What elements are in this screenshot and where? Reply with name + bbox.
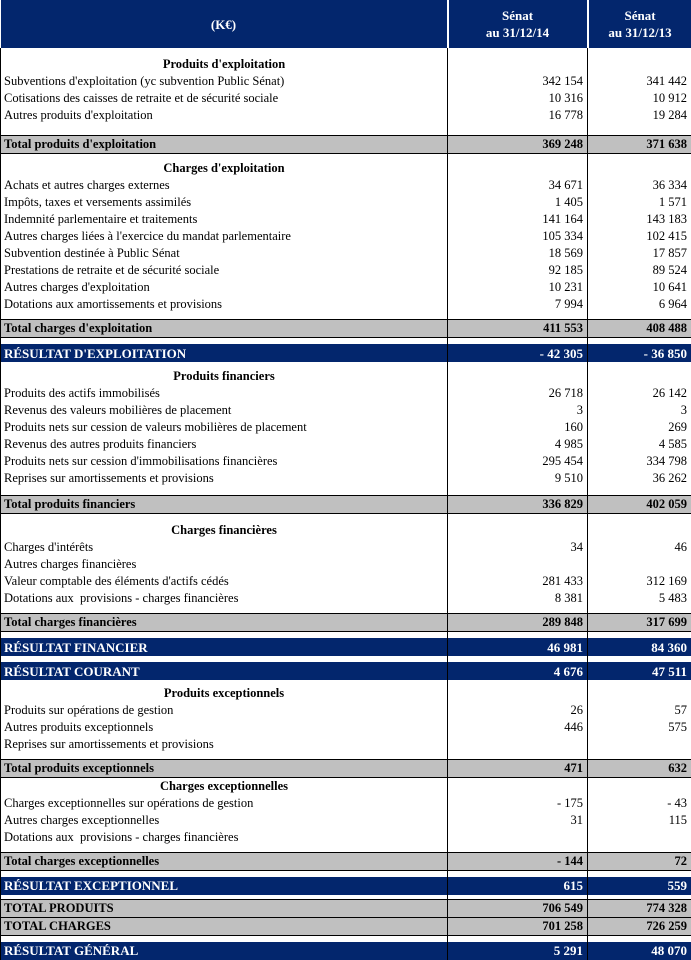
spacer-cell	[588, 124, 691, 135]
value-2013	[588, 777, 691, 795]
header-unit-cell	[1, 0, 448, 48]
row-label: RÉSULTAT GÉNÉRAL	[1, 942, 448, 960]
row-label: Charges exceptionnelles sur opérations de gestion	[1, 795, 448, 812]
result-row	[1, 638, 691, 656]
header-2014-line2: au 31/12/14	[449, 24, 587, 41]
row-label: Autres charges financières	[1, 556, 448, 573]
total-row	[1, 319, 691, 337]
item-row	[1, 177, 691, 194]
value-2013	[588, 685, 691, 702]
header-col-2014	[448, 0, 588, 48]
value-2014: - 144	[448, 853, 588, 871]
total-row	[1, 759, 691, 777]
row-label: Charges financières	[1, 522, 448, 539]
value-2013: 632	[588, 759, 691, 777]
row-label: Reprises sur amortissements et provisions	[1, 736, 448, 753]
value-2013: 57	[588, 702, 691, 719]
item-row	[1, 90, 691, 107]
value-2013: - 36 850	[588, 344, 691, 362]
value-2013: 115	[588, 812, 691, 829]
value-2014: 5 291	[448, 942, 588, 960]
value-2014: 701 258	[448, 918, 588, 936]
value-2014: 295 454	[448, 453, 588, 470]
value-2013	[588, 56, 691, 73]
item-row	[1, 590, 691, 607]
item-row	[1, 385, 691, 402]
value-2014: 16 778	[448, 107, 588, 124]
value-2014: 18 569	[448, 245, 588, 262]
row-label: Produits des actifs immobilisés	[1, 385, 448, 402]
value-2013: 4 585	[588, 436, 691, 453]
value-2014: 34	[448, 539, 588, 556]
row-label: Total produits d'exploitation	[1, 135, 448, 153]
spacer-cell	[448, 631, 588, 638]
section-row	[1, 685, 691, 702]
spacer-cell	[448, 846, 588, 853]
value-2014: 10 231	[448, 279, 588, 296]
value-2013	[588, 368, 691, 385]
spacer-cell	[448, 153, 588, 160]
spacer-row	[1, 337, 691, 344]
spacer-cell	[588, 631, 691, 638]
spacer-row	[1, 631, 691, 638]
value-2014	[448, 685, 588, 702]
total-row	[1, 853, 691, 871]
spacer-cell	[448, 124, 588, 135]
value-2013: 5 483	[588, 590, 691, 607]
value-2014	[448, 736, 588, 753]
spacer-cell	[448, 487, 588, 495]
row-label: Total charges d'exploitation	[1, 319, 448, 337]
value-2013	[588, 556, 691, 573]
value-2013: 47 511	[588, 662, 691, 680]
item-row	[1, 795, 691, 812]
spacer-cell	[1, 153, 448, 160]
value-2014: 105 334	[448, 228, 588, 245]
value-2013: 334 798	[588, 453, 691, 470]
value-2014: 31	[448, 812, 588, 829]
value-2014	[448, 56, 588, 73]
row-label: RÉSULTAT COURANT	[1, 662, 448, 680]
item-row	[1, 419, 691, 436]
item-row	[1, 719, 691, 736]
item-row	[1, 829, 691, 846]
value-2014: 446	[448, 719, 588, 736]
value-2014: 4 985	[448, 436, 588, 453]
spacer-cell	[588, 48, 691, 56]
row-label: Impôts, taxes et versements assimilés	[1, 194, 448, 211]
row-label: Valeur comptable des éléments d'actifs cédés	[1, 573, 448, 590]
item-row	[1, 539, 691, 556]
spacer-cell	[588, 487, 691, 495]
item-row	[1, 702, 691, 719]
value-2014: 8 381	[448, 590, 588, 607]
row-label: TOTAL PRODUITS	[1, 900, 448, 918]
spacer-row	[1, 487, 691, 495]
row-label: Total charges exceptionnelles	[1, 853, 448, 871]
row-label: Dotations aux provisions - charges financières	[1, 590, 448, 607]
spacer-cell	[1, 513, 448, 522]
value-2013: 10 641	[588, 279, 691, 296]
value-2013: 341 442	[588, 73, 691, 90]
value-2013: 3	[588, 402, 691, 419]
row-label: Dotations aux provisions - charges financières	[1, 829, 448, 846]
result-row	[1, 877, 691, 895]
table-header-row	[1, 0, 691, 48]
item-row	[1, 812, 691, 829]
header-2014-line1: Sénat	[449, 7, 587, 24]
value-2014: 10 316	[448, 90, 588, 107]
row-label: Revenus des valeurs mobilières de placement	[1, 402, 448, 419]
value-2014: 1 405	[448, 194, 588, 211]
row-label: Reprises sur amortissements et provisions	[1, 470, 448, 487]
value-2013: 408 488	[588, 319, 691, 337]
spacer-cell	[1, 846, 448, 853]
value-2013: 10 912	[588, 90, 691, 107]
row-label: Cotisations des caisses de retraite et de sécurité sociale	[1, 90, 448, 107]
value-2014: 3	[448, 402, 588, 419]
value-2013: 402 059	[588, 495, 691, 513]
result-row	[1, 942, 691, 960]
value-2014: 336 829	[448, 495, 588, 513]
total-row	[1, 495, 691, 513]
spacer-cell	[448, 513, 588, 522]
value-2013: 17 857	[588, 245, 691, 262]
row-label: Achats et autres charges externes	[1, 177, 448, 194]
value-2013: 559	[588, 877, 691, 895]
spacer-row	[1, 48, 691, 56]
value-2013: 19 284	[588, 107, 691, 124]
value-2013: 575	[588, 719, 691, 736]
row-label: Total produits exceptionnels	[1, 759, 448, 777]
spacer-cell	[588, 846, 691, 853]
value-2014	[448, 829, 588, 846]
value-2013: 102 415	[588, 228, 691, 245]
value-2013: 317 699	[588, 613, 691, 631]
row-label: Produits nets sur cession de valeurs mobilières de placement	[1, 419, 448, 436]
row-label: RÉSULTAT EXCEPTIONNEL	[1, 877, 448, 895]
value-2014	[448, 777, 588, 795]
value-2013: 72	[588, 853, 691, 871]
item-row	[1, 73, 691, 90]
row-label: Charges exceptionnelles	[1, 777, 448, 795]
row-label: Produits nets sur cession d'immobilisations financières	[1, 453, 448, 470]
value-2014: 26	[448, 702, 588, 719]
value-2014	[448, 368, 588, 385]
spacer-cell	[1, 124, 448, 135]
value-2014: 4 676	[448, 662, 588, 680]
result-row	[1, 344, 691, 362]
item-row	[1, 279, 691, 296]
value-2014: 369 248	[448, 135, 588, 153]
section-row	[1, 56, 691, 73]
header-2013-line1: Sénat	[589, 7, 691, 24]
result-row	[1, 662, 691, 680]
value-2014: 92 185	[448, 262, 588, 279]
row-label: Autres produits exceptionnels	[1, 719, 448, 736]
row-label: Autres charges liées à l'exercice du mandat parlementaire	[1, 228, 448, 245]
value-2014: 26 718	[448, 385, 588, 402]
header-2013-line2: au 31/12/13	[589, 24, 691, 41]
item-row	[1, 470, 691, 487]
value-2013: 312 169	[588, 573, 691, 590]
value-2013	[588, 522, 691, 539]
value-2013: 371 638	[588, 135, 691, 153]
value-2013: 6 964	[588, 296, 691, 313]
item-row	[1, 107, 691, 124]
value-2013: 269	[588, 419, 691, 436]
item-row	[1, 402, 691, 419]
item-row	[1, 296, 691, 313]
value-2014: 34 671	[448, 177, 588, 194]
value-2014: 160	[448, 419, 588, 436]
row-label: Produits d'exploitation	[1, 56, 448, 73]
row-label: Produits financiers	[1, 368, 448, 385]
row-label: Revenus des autres produits financiers	[1, 436, 448, 453]
row-label: Produits sur opérations de gestion	[1, 702, 448, 719]
value-2013: 774 328	[588, 900, 691, 918]
value-2013: 46	[588, 539, 691, 556]
spacer-cell	[588, 153, 691, 160]
item-row	[1, 211, 691, 228]
value-2014	[448, 522, 588, 539]
value-2014: 706 549	[448, 900, 588, 918]
item-row	[1, 262, 691, 279]
value-2014	[448, 160, 588, 177]
value-2013: 36 334	[588, 177, 691, 194]
value-2013: - 43	[588, 795, 691, 812]
value-2014: - 42 305	[448, 344, 588, 362]
row-label: Indemnité parlementaire et traitements	[1, 211, 448, 228]
item-row	[1, 228, 691, 245]
unit-label: (K€)	[211, 17, 236, 32]
spacer-cell	[1, 48, 448, 56]
total-row	[1, 900, 691, 918]
spacer-row	[1, 846, 691, 853]
row-label: RÉSULTAT FINANCIER	[1, 638, 448, 656]
spacer-cell	[448, 48, 588, 56]
section-row	[1, 160, 691, 177]
value-2013: 84 360	[588, 638, 691, 656]
spacer-row	[1, 124, 691, 135]
value-2014: 615	[448, 877, 588, 895]
total-row	[1, 613, 691, 631]
spacer-row	[1, 153, 691, 160]
row-label: Subvention destinée à Public Sénat	[1, 245, 448, 262]
section-row	[1, 368, 691, 385]
table-body	[1, 48, 691, 960]
value-2014: 7 994	[448, 296, 588, 313]
row-label: Prestations de retraite et de sécurité sociale	[1, 262, 448, 279]
value-2013	[588, 736, 691, 753]
value-2013: 26 142	[588, 385, 691, 402]
row-label: RÉSULTAT D'EXPLOITATION	[1, 344, 448, 362]
value-2013: 1 571	[588, 194, 691, 211]
value-2014: 289 848	[448, 613, 588, 631]
spacer-cell	[1, 631, 448, 638]
value-2013: 36 262	[588, 470, 691, 487]
value-2013: 48 070	[588, 942, 691, 960]
row-label: Total charges financières	[1, 613, 448, 631]
row-label: Autres charges d'exploitation	[1, 279, 448, 296]
item-row	[1, 194, 691, 211]
value-2014: 141 164	[448, 211, 588, 228]
value-2014: 46 981	[448, 638, 588, 656]
item-row	[1, 245, 691, 262]
spacer-cell	[1, 487, 448, 495]
value-2013	[588, 160, 691, 177]
section-row	[1, 522, 691, 539]
row-label: Charges d'intérêts	[1, 539, 448, 556]
header-col-2013	[588, 0, 691, 48]
value-2013	[588, 829, 691, 846]
item-row	[1, 436, 691, 453]
value-2014	[448, 556, 588, 573]
row-label: TOTAL CHARGES	[1, 918, 448, 936]
value-2014: 281 433	[448, 573, 588, 590]
row-label: Total produits financiers	[1, 495, 448, 513]
spacer-cell	[1, 337, 448, 344]
row-label: Autres produits d'exploitation	[1, 107, 448, 124]
value-2013: 726 259	[588, 918, 691, 936]
spacer-cell	[448, 337, 588, 344]
value-2014: 9 510	[448, 470, 588, 487]
spacer-row	[1, 513, 691, 522]
value-2014: - 175	[448, 795, 588, 812]
spacer-cell	[588, 337, 691, 344]
value-2013: 143 183	[588, 211, 691, 228]
row-label: Autres charges exceptionnelles	[1, 812, 448, 829]
item-row	[1, 736, 691, 753]
item-row	[1, 556, 691, 573]
item-row	[1, 573, 691, 590]
value-2014: 471	[448, 759, 588, 777]
value-2013: 89 524	[588, 262, 691, 279]
spacer-cell	[588, 513, 691, 522]
row-label: Charges d'exploitation	[1, 160, 448, 177]
total-row	[1, 135, 691, 153]
item-row	[1, 453, 691, 470]
section-row	[1, 777, 691, 795]
row-label: Produits exceptionnels	[1, 685, 448, 702]
total-row	[1, 918, 691, 936]
row-label: Dotations aux amortissements et provisions	[1, 296, 448, 313]
value-2014: 411 553	[448, 319, 588, 337]
value-2014: 342 154	[448, 73, 588, 90]
row-label: Subventions d'exploitation (yc subvention Public Sénat)	[1, 73, 448, 90]
